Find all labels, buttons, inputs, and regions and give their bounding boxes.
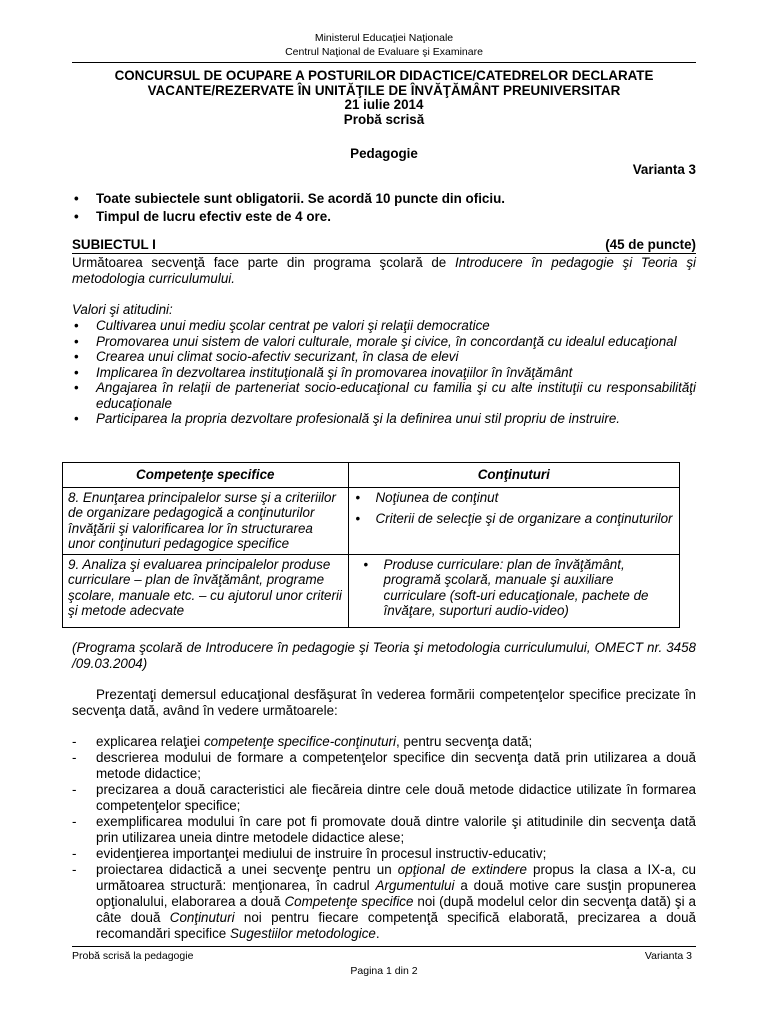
task-text: a două motive care susţin propunerea opţionalului, elaborarea a două (96, 878, 696, 909)
value-item: • Implicarea în dezvoltarea instituţională şi în promovarea inovaţiilor în învăţământ (72, 365, 696, 381)
footer-left: Probă scrisă la pedagogie (72, 950, 194, 962)
contents-list (354, 557, 674, 619)
title-line-2: VACANTE/REZERVATE ÎN UNITĂŢILE DE ÎNVĂŢĂMÂNT PREUNIVERSITAR (147, 82, 621, 98)
task-text: . (375, 926, 380, 941)
instructions-list (72, 190, 696, 226)
subject-heading (72, 237, 696, 254)
task-item: - evidenţierea importanţei mediului de instruire în procesul instructiv-educativ; (72, 846, 696, 862)
task-item: - descrierea modului de formare a competenţelor specifice din secvenţa dată prin utilizarea a două metode didactice; (72, 750, 696, 782)
task-item (72, 734, 696, 750)
subject-intro (72, 255, 696, 287)
value-item: • Promovarea unui sistem de valori culturale, morale şi civice, în concordanţă cu idealul educaţional (72, 334, 696, 350)
table-row (63, 554, 680, 627)
values-list (72, 318, 696, 427)
contents-list (354, 490, 674, 527)
source-note: (Programa şcolară de Introducere în pedagogie şi Teoria şi metodologia curriculumului, OMECT nr. 3458 /09.03.2004) (72, 640, 696, 671)
value-item: • Angajarea în relaţii de parteneriat socio-educaţional cu familia şi cu alte instituţii cu responsabilităţi educaţionale (72, 380, 696, 411)
subject-name: Pedagogie (350, 146, 418, 161)
task-emphasis: Conţinuturi (169, 910, 235, 925)
value-item: • Participarea la propria dezvoltare profesională şi la definirea unui stil propriu de instruire. (72, 411, 696, 427)
task-item (72, 862, 696, 942)
subject-label: SUBIECTUL I (72, 237, 156, 252)
task-emphasis: Competenţe specifice (284, 894, 414, 909)
task-text: noi pentru fiecare competenţă specifică elaborată, precizarea a două recomandări specifice (96, 910, 696, 941)
content-item: • Noţiunea de conţinut (354, 490, 674, 506)
instruction-item: • Toate subiectele sunt obligatorii. Se acordă 10 puncte din oficiu. (72, 190, 696, 208)
values-heading: Valori şi atitudini: (72, 302, 173, 317)
task-text: , pentru secvenţa dată; (395, 734, 533, 749)
subject-points: (45 de puncte) (605, 237, 696, 252)
value-item: • Cultivarea unui mediu şcolar centrat pe valori şi relaţii democratice (72, 318, 696, 334)
task-item: - precizarea a două caracteristici ale fiecăreia dintre cele două metode didactice utilizate în formarea competenţelor specifice; (72, 782, 696, 814)
tasks-list (72, 734, 696, 942)
intro-program-title: Introducere în pedagogie şi Teoria şi metodologia curriculumului. (72, 255, 696, 286)
intro-text: Următoarea secvenţă face parte din programa şcolară de (72, 255, 455, 270)
content-item: • Produse curriculare: plan de învăţământ, programă şcolară, manuale şi auxiliare curriculare (soft-uri educaţionale, pachete de învăţare, suporturi audio-video) (354, 557, 674, 619)
task-item: - exemplificarea modului în care pot fi promovate două dintre valorile şi atitudinile din secvenţa dată prin utilizarea uneia dintre metodele didactice alese; (72, 814, 696, 846)
header-divider (72, 62, 696, 63)
exam-type: Probă scrisă (343, 111, 425, 127)
footer-variant: Varianta 3 (644, 950, 692, 962)
center-name: Centrul Naţional de Evaluare şi Examinare (285, 46, 483, 58)
page-number: Pagina 1 din 2 (350, 965, 418, 977)
value-item: • Crearea unui climat socio-afectiv securizant, în clasa de elevi (72, 349, 696, 365)
table-row (63, 487, 680, 554)
task-text: proiectarea didactică a unei secvenţe pentru un (96, 862, 398, 877)
task-emphasis: Sugestiilor metodologice (229, 926, 376, 941)
contents-cell (348, 554, 679, 627)
competence-cell: 9. Analiza şi evaluarea principalelor produse curriculare – plan de învăţământ, programe şcolare, manuale etc. – cu ajutorul unor criterii şi metode adecvate (63, 554, 349, 627)
task-text: explicarea relaţiei (96, 734, 204, 749)
column-header-competences: Competenţe specifice (63, 463, 349, 488)
variant-label: Varianta 3 (632, 162, 696, 177)
task-emphasis: competenţe specifice-conţinuturi (203, 734, 396, 749)
column-header-contents: Conţinuturi (348, 463, 679, 488)
contents-cell (348, 487, 679, 554)
ministry-name: Ministerul Educaţiei Naţionale (314, 32, 454, 44)
title-line-1: CONCURSUL DE OCUPARE A POSTURILOR DIDACTICE/CATEDRELOR DECLARATE (114, 68, 654, 83)
competence-cell: 8. Enunţarea principalelor surse şi a criteriilor de organizare pedagogică a conţinuturilor învăţării şi valorificarea lor în structurarea unor conţinuturi pedagogice specifice (63, 487, 349, 554)
task-text: propus la clasa a IX-a, cu următoarea structură: menţionarea, în cadrul (96, 862, 697, 893)
table-header-row (63, 463, 680, 488)
instruction-item: • Timpul de lucru efectiv este de 4 ore. (72, 208, 696, 226)
task-intro: Prezentaţi demersul educaţional desfăşurat în vederea formării competenţelor specifice precizate în secvenţa dată, având în vedere următoarele: (72, 687, 696, 718)
exam-date: 21 iulie 2014 (344, 97, 424, 112)
footer-divider (72, 946, 696, 947)
content-item: • Criterii de selecţie şi de organizare a conţinuturilor (354, 511, 674, 527)
exam-title (72, 69, 696, 127)
task-text: noi (după modelul celor din secvenţa dată) şi a câte două (96, 894, 696, 925)
task-emphasis: Argumentului (375, 878, 455, 893)
competences-table (62, 462, 680, 628)
task-emphasis: opţional de extindere (397, 862, 527, 877)
